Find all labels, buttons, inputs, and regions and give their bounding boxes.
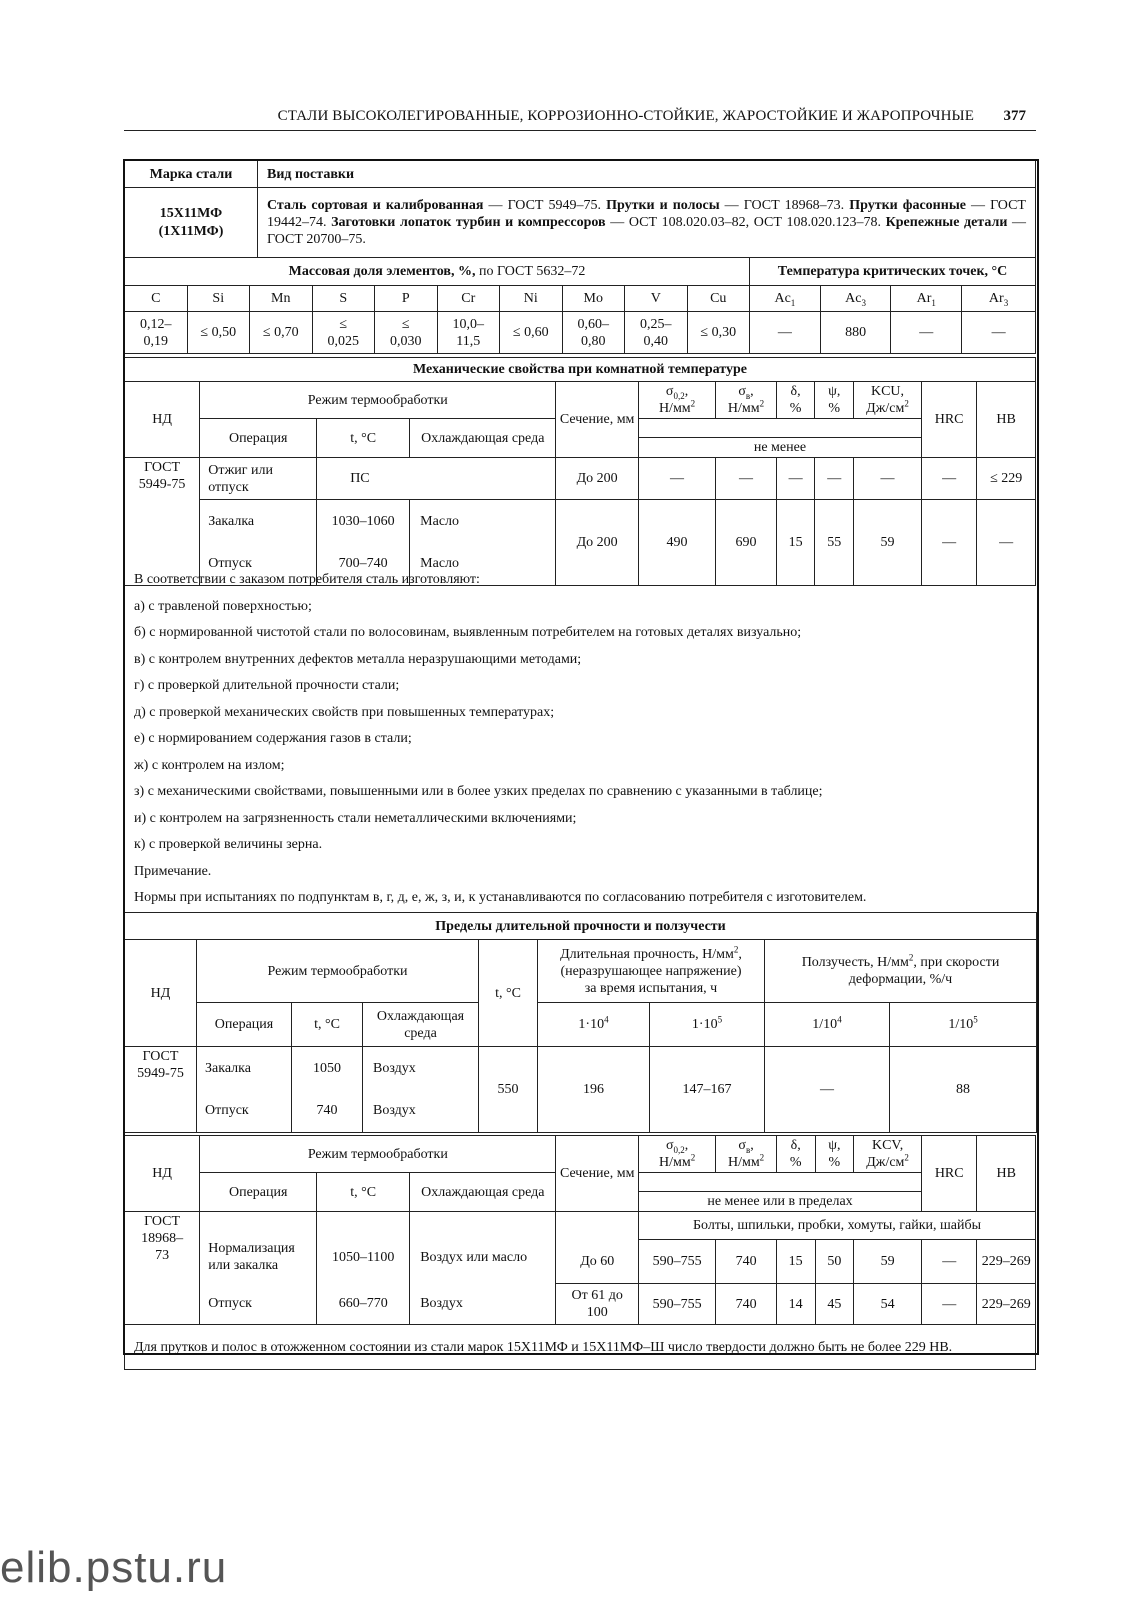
psi-header: ψ, %	[815, 1136, 854, 1173]
kcu-header: KCU, $Дж/см^2$	[854, 382, 922, 419]
nd-header: НД	[125, 382, 200, 458]
grade-value: 15Х11МФ (1Х11МФ)	[125, 188, 258, 258]
temp-header: t, °С	[479, 940, 538, 1047]
point-value: —	[962, 312, 1036, 354]
note-line: а) с травленой поверхностью;	[134, 598, 312, 614]
creep-1e5: 88	[890, 1047, 1037, 1133]
parts-subheader: Болты, шпильки, пробки, хомуты, гайки, шайбы	[638, 1212, 1035, 1240]
mechanical-table-18968	[124, 1135, 1036, 1370]
element-c: C	[125, 286, 188, 312]
element-value-row	[125, 312, 1036, 354]
temp-annealing: ПС	[317, 458, 556, 500]
temp-header: t, °С	[317, 419, 410, 458]
nd-header: НД	[125, 1136, 200, 1212]
watermark: elib.pstu.ru	[0, 1543, 228, 1592]
cooling-normalize: Воздух или масло	[410, 1212, 556, 1284]
hb-header: HB	[977, 382, 1036, 458]
hrc-header: HRC	[922, 1136, 977, 1212]
delta-value: —	[776, 458, 815, 500]
s02-value: 590–755	[638, 1284, 715, 1325]
critical-points-title: Температура критических точек, °С	[750, 258, 1036, 286]
hb-value: 229–269	[977, 1240, 1036, 1284]
temp-quench: 1050	[292, 1047, 363, 1090]
mechanical-title: Механические свойства при комнатной температуре	[125, 358, 1036, 382]
col-1e4h: $1\cdot 10^4$	[538, 1003, 650, 1047]
hb-value: —	[977, 500, 1036, 586]
hrc-value: —	[921, 458, 976, 500]
cooling-quench: Масло	[410, 500, 556, 543]
nd-header: НД	[125, 940, 197, 1047]
op-tempering: Отпуск	[197, 1090, 292, 1133]
temp-tempering: 740	[292, 1090, 363, 1133]
gost-5949: ГОСТ 5949-75	[125, 458, 200, 586]
element-value: 10,0– 11,5	[437, 312, 500, 354]
point-value: —	[750, 312, 821, 354]
col-1e5h: $1\cdot 10^5$	[650, 1003, 765, 1047]
temp-tempering: 660–770	[317, 1284, 410, 1325]
delta-value: 15	[776, 1240, 815, 1284]
section-header: Сечение, мм	[556, 1136, 639, 1212]
note-line: г) с проверкой длительной прочности стали;	[134, 678, 400, 694]
creep-title: Пределы длительной прочности и ползучести	[125, 913, 1037, 940]
note-line: б) с нормированной чистотой стали по волосовинам, выявленным потребителем на готовых деталях визуально;	[134, 625, 802, 641]
grade-table	[124, 160, 1036, 258]
col-1-1e5: $1/10^5$	[890, 1003, 1037, 1047]
element-header-row	[125, 286, 1036, 312]
kcv-value: 59	[854, 1240, 922, 1284]
operation-header: Операция	[200, 1173, 317, 1212]
note-line: Нормы при испытаниях по подпунктам в, г, д, е, ж, з, и, к устанавливаются по согласованию потребителя с изготовителем.	[134, 890, 867, 906]
element-value: ≤ 0,025	[312, 312, 375, 354]
sb-value: 690	[716, 500, 777, 586]
op-tempering: Отпуск	[200, 543, 317, 586]
composition-table	[124, 257, 1036, 354]
mode-header: Режим термообработки	[200, 1136, 556, 1173]
gost-18968: ГОСТ 18968– 73	[125, 1212, 200, 1325]
element-value: 0,60– 0,80	[562, 312, 625, 354]
delta-value: 15	[776, 500, 815, 586]
hrc-header: HRC	[921, 382, 976, 458]
cooling-tempering: Воздух	[363, 1090, 479, 1133]
section-value: От 61 до 100	[556, 1284, 639, 1325]
psi-header: ψ, %	[815, 382, 854, 419]
element-ni: Ni	[500, 286, 563, 312]
op-quench: Закалка	[200, 500, 317, 543]
op-tempering: Отпуск	[200, 1284, 317, 1325]
supply-standard: — ГОСТ 19442–74.	[267, 198, 1026, 230]
page-header	[124, 108, 1036, 131]
sb-value: —	[716, 458, 777, 500]
running-title: СТАЛИ ВЫСОКОЛЕГИРОВАННЫЕ, КОРРОЗИОННО-СТОЙКИЕ, ЖАРОСТОЙКИЕ И ЖАРОПРОЧНЫЕ	[277, 108, 974, 124]
note-line: з) с механическими свойствами, повышенными или в более узких пределах по сравнению с указанными в таблице;	[134, 784, 823, 800]
section-header: Сечение, мм	[556, 382, 639, 458]
gost-5949: ГОСТ 5949-75	[125, 1047, 197, 1133]
op-normalize: Нормализация или закалка	[200, 1212, 317, 1284]
sb-value: 740	[716, 1240, 777, 1284]
op-quench: Закалка	[197, 1047, 292, 1090]
mode-header: Режим термообработки	[197, 940, 479, 1003]
point-value: —	[891, 312, 962, 354]
element-value: ≤ 0,50	[187, 312, 250, 354]
operation-header: Операция	[200, 419, 317, 458]
hrc-value: —	[921, 500, 976, 586]
supply-text	[258, 188, 1036, 258]
t-header: t, °С	[292, 1003, 363, 1047]
psi-value: 45	[815, 1284, 854, 1325]
section-value: До 200	[556, 500, 639, 586]
sb-value: 740	[716, 1284, 777, 1325]
rupture-1e5: 147–167	[650, 1047, 765, 1133]
element-s: S	[312, 286, 375, 312]
delta-header: δ, %	[776, 382, 815, 419]
rupture-header: Длительная прочность, $Н/мм^2$, (неразрушающее напряжение) за время испытания, ч	[538, 940, 765, 1003]
min-range-label: не менее или в пределах	[638, 1192, 921, 1212]
hb-value: ≤ 229	[977, 458, 1036, 500]
cooling-header: Охлаждающая среда	[363, 1003, 479, 1047]
element-v: V	[625, 286, 688, 312]
note-line: е) с нормированием содержания газов в стали;	[134, 731, 412, 747]
s02-value: —	[638, 458, 715, 500]
rupture-1e4: 196	[538, 1047, 650, 1133]
footer-note: Для прутков и полос в отожженном состоянии из стали марок 15Х11МФ и 15Х11МФ–Ш число твердости должно быть не более 229 НВ.	[125, 1325, 1036, 1370]
s02-value: 490	[638, 500, 715, 586]
element-value: ≤ 0,30	[687, 312, 750, 354]
element-value: ≤ 0,60	[500, 312, 563, 354]
element-value: 0,12– 0,19	[125, 312, 188, 354]
operation-header: Операция	[197, 1003, 292, 1047]
hb-value: 229–269	[977, 1284, 1036, 1325]
temp-tempering: 700–740	[317, 543, 410, 586]
point-ar3: $Ar_3$	[962, 286, 1036, 312]
supply-standard: — ГОСТ 18968–73.	[719, 198, 850, 213]
hb-header: HB	[977, 1136, 1036, 1212]
element-mn: Mn	[250, 286, 313, 312]
note-line: д) с проверкой механических свойств при повышенных температурах;	[134, 704, 555, 720]
cooling-quench: Воздух	[363, 1047, 479, 1090]
element-cu: Cu	[687, 286, 750, 312]
supply-label: Вид поставки	[258, 161, 1036, 188]
kcu-value: —	[854, 458, 922, 500]
creep-table	[124, 912, 1037, 1133]
creep-header: Ползучесть, $Н/мм^2$, при скорости деформации, %/ч	[765, 940, 1037, 1003]
element-p: P	[375, 286, 438, 312]
note-line: ж) с контролем на излом;	[134, 757, 285, 773]
composition-title: Массовая доля элементов, %, по ГОСТ 5632–72	[125, 258, 750, 286]
point-value: 880	[820, 312, 891, 354]
supply-standard: — ГОСТ 5949–75.	[483, 198, 607, 213]
note-line: в) с контролем внутренних дефектов металла неразрушающими методами;	[134, 651, 582, 667]
min-label: не менее	[638, 438, 921, 458]
mode-header: Режим термообработки	[200, 382, 556, 419]
delta-value: 14	[776, 1284, 815, 1325]
supply-product: Крепежные детали	[885, 215, 1008, 230]
creep-1e4: —	[765, 1047, 890, 1133]
kcu-value: 59	[854, 500, 922, 586]
mechanical-table	[124, 357, 1036, 586]
supply-standard: — ОСТ 108.020.03–82, ОСТ 108.020.123–78.	[605, 215, 886, 230]
note-line: В соответствии с заказом потребителя сталь изготовляют:	[134, 572, 480, 588]
element-cr: Cr	[437, 286, 500, 312]
cooling-header: Охлаждающая среда	[410, 1173, 556, 1212]
temp-header: t, °С	[317, 1173, 410, 1212]
supply-standard: — ГОСТ 20700–75.	[267, 215, 1027, 247]
col-1-1e4: $1/10^4$	[765, 1003, 890, 1047]
point-ac3: $Ac_3$	[820, 286, 891, 312]
s02-header: $\sigma_{0,2}$, $Н/мм^2$	[638, 1136, 715, 1173]
point-ac1: $Ac_1$	[750, 286, 821, 312]
cooling-tempering: Масло	[410, 543, 556, 586]
element-si: Si	[187, 286, 250, 312]
op-annealing: Отжиг или отпуск	[200, 458, 317, 500]
psi-value: —	[815, 458, 854, 500]
hrc-value: —	[922, 1240, 977, 1284]
supply-product: Прутки и полосы	[606, 198, 720, 213]
element-value: 0,25– 0,40	[625, 312, 688, 354]
psi-value: 55	[815, 500, 854, 586]
grade-label: Марка стали	[125, 161, 258, 188]
cooling-tempering: Воздух	[410, 1284, 556, 1325]
temp-quench: 1030–1060	[317, 500, 410, 543]
section-value: До 60	[556, 1240, 639, 1284]
section-value: До 200	[556, 458, 639, 500]
supply-product: Сталь сортовая и калиброванная	[267, 198, 484, 213]
page-number: 377	[1003, 108, 1026, 124]
element-mo: Mo	[562, 286, 625, 312]
notes-block	[124, 567, 1036, 912]
s02-value: 590–755	[638, 1240, 715, 1284]
supply-product: Прутки фасонные	[849, 198, 966, 213]
sb-header: $\sigma_в$, $Н/мм^2$	[716, 382, 777, 419]
note-line: к) с проверкой величины зерна.	[134, 837, 323, 853]
temp-normalize: 1050–1100	[317, 1212, 410, 1284]
kcv-header: KCV, $Дж/см^2$	[854, 1136, 922, 1173]
delta-header: δ, %	[776, 1136, 815, 1173]
note-line: Примечание.	[134, 863, 212, 879]
hrc-value: —	[922, 1284, 977, 1325]
element-value: ≤ 0,030	[375, 312, 438, 354]
note-line: и) с контролем на загрязненность стали неметаллическими включениями;	[134, 810, 577, 826]
sb-header: $\sigma_в$, $Н/мм^2$	[716, 1136, 777, 1173]
kcv-value: 54	[854, 1284, 922, 1325]
s02-header: $\sigma_{0,2}$, $Н/мм^2$	[638, 382, 715, 419]
supply-product: Заготовки лопаток турбин и компрессоров	[331, 215, 606, 230]
point-ar1: $Ar_1$	[891, 286, 962, 312]
cooling-header: Охлаждающая среда	[410, 419, 556, 458]
element-value: ≤ 0,70	[250, 312, 313, 354]
test-temp: 550	[479, 1047, 538, 1133]
psi-value: 50	[815, 1240, 854, 1284]
